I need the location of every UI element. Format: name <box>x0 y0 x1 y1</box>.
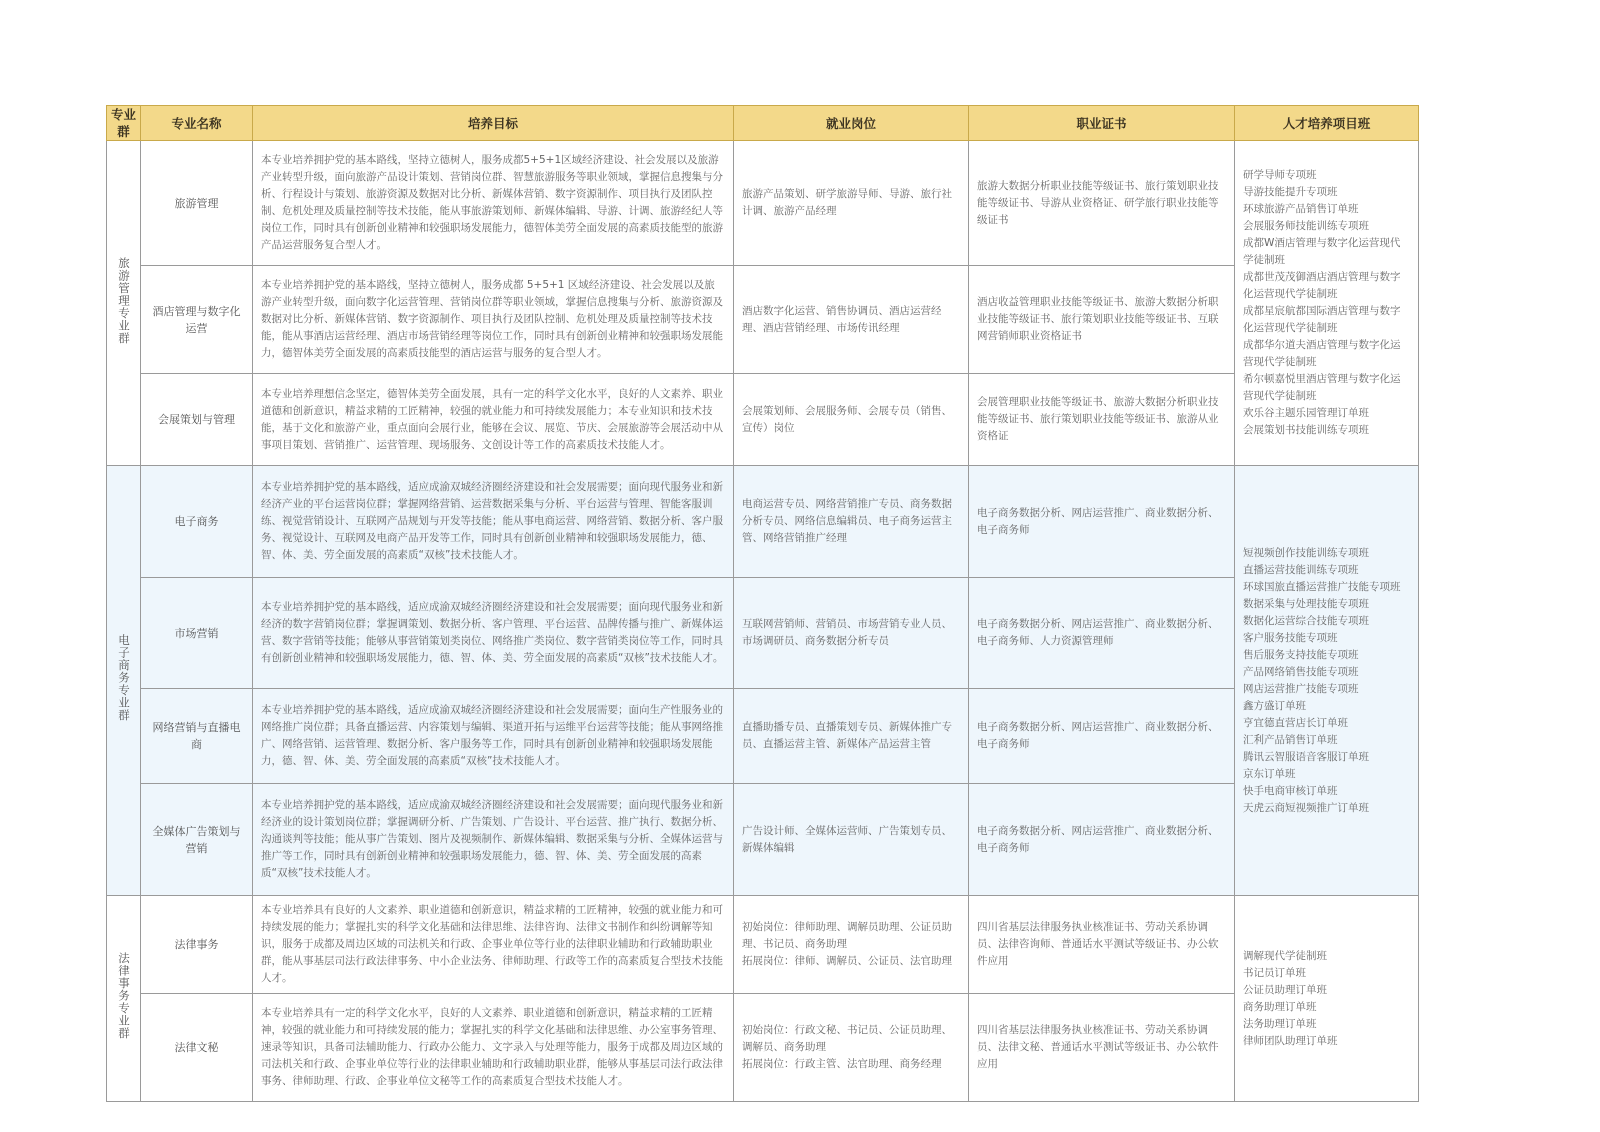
table-row <box>107 689 1419 784</box>
project-class-item: 公证员助理订单班 <box>1243 983 1327 996</box>
training-goal: 本专业培养拥护党的基本路线，坚持立德树人，服务成都5+5+1区域经济建设、社会发展以及旅游产业转型升级，面向旅游产品设计策划、营销岗位群、智慧旅游服务等职业领域，掌握信息搜集与分析、行程设计与策划、旅游资源及数据对比分析、新媒体营销、数字资源制作、项目执行及团队控制、危机处理及质量控制等技术技能，能从事旅游策划师、新媒体编辑、导游、计调、旅游经纪人等岗位工作，同时具有创新创业精神和较强职场发展能力，德智体美劳全面发展的高素质技能型的旅游产品运营服务复合型人才。 <box>253 141 734 266</box>
project-class-item: 法务助理订单班 <box>1243 1017 1317 1030</box>
job-positions <box>734 994 969 1102</box>
project-class-item: 导游技能提升专项班 <box>1243 186 1338 198</box>
table-row <box>107 994 1419 1102</box>
training-goal: 本专业培养拥护党的基本路线，适应成渝双城经济圈经济建设和社会发展需要；面向生产性服务业的网络推广岗位群；具备直播运营、内容策划与编辑、渠道开拓与运维平台运营等技能；能从事网络推广、网络营销、运营管理、数据分析、客户服务等工作，同时具有创新创业精神和较强职场发展能力，德、智、体、美、劳全面发展的高素质“双核”技术技能人才。 <box>253 689 734 784</box>
table-row <box>107 578 1419 689</box>
group-name: 电子商务专业群 <box>117 634 131 722</box>
project-class-item: 汇利产品销售订单班 <box>1243 733 1338 746</box>
project-class-item: 天虎云商短视频推广订单班 <box>1243 801 1369 814</box>
project-class-item: 鑫方盛订单班 <box>1243 699 1306 712</box>
project-classes <box>1235 141 1419 466</box>
job-line: 直播助播专员、直播策划专员、新媒体推广专员、直播运营主管、新媒体产品运营主管 <box>742 721 952 750</box>
job-positions <box>734 784 969 896</box>
job-positions <box>734 896 969 994</box>
group-name: 法律事务专业群 <box>117 952 131 1040</box>
project-class-item: 研学导师专项班 <box>1243 169 1317 181</box>
project-class-item: 会展服务师技能训练专项班 <box>1243 220 1369 232</box>
project-class-item: 希尔顿嘉悦里酒店管理与数字化运营现代学徒制班 <box>1243 373 1401 402</box>
header-certs: 职业证书 <box>969 106 1235 141</box>
project-class-item: 直播运营技能训练专项班 <box>1243 563 1359 576</box>
header-jobs: 就业岗位 <box>734 106 969 141</box>
group-cell <box>107 141 141 466</box>
training-goal: 本专业培养拥护党的基本路线，适应成渝双城经济圈经济建设和社会发展需要；面向现代服务业和新经济的数字营销岗位群；掌握调策划、数据分析、客户管理、平台运营、品牌传播与推广、新媒体运营、数字营销等技能；能够从事营销策划类岗位、网络推广类岗位、数字营销类岗位等工作，同时具有创新创业精神和较强职场发展能力，德、智、体、美、劳全面发展的高素质“双核”技术技能人才。 <box>253 578 734 689</box>
certificates: 电子商务数据分析、网店运营推广、商业数据分析、电子商务师 <box>969 466 1235 578</box>
project-class-item: 成都星宸航都国际酒店管理与数字化运营现代学徒制班 <box>1243 305 1401 334</box>
project-class-item: 亨宜德直营店长订单班 <box>1243 716 1348 729</box>
project-class-item: 成都世茂茂御酒店酒店管理与数字化运营现代学徒制班 <box>1243 271 1401 300</box>
project-class-item: 网店运营推广技能专项班 <box>1243 682 1359 695</box>
certificates: 会展管理职业技能等级证书、旅游大数据分析职业技能等级证书、旅行策划职业技能等级证书、旅游从业资格证 <box>969 374 1235 466</box>
project-class-item: 会展策划书技能训练专项班 <box>1243 424 1369 436</box>
project-class-item: 腾讯云智服语音客服订单班 <box>1243 750 1369 763</box>
job-line: 酒店数字化运营、销售协调员、酒店运营经理、酒店营销经理、市场传讯经理 <box>742 304 942 334</box>
project-class-item: 快手电商审核订单班 <box>1243 784 1338 797</box>
certificates: 电子商务数据分析、网店运营推广、商业数据分析、电子商务师 <box>969 689 1235 784</box>
header-major: 专业名称 <box>141 106 253 141</box>
project-classes <box>1235 896 1419 1102</box>
project-class-item: 律师团队助理订单班 <box>1243 1034 1338 1047</box>
major-name: 法律事务 <box>141 896 253 994</box>
table-row <box>107 266 1419 374</box>
job-positions <box>734 578 969 689</box>
training-goal: 本专业培养拥护党的基本路线，适应成渝双城经济圈经济建设和社会发展需要；面向现代服务业和新经济产业的平台运营岗位群；掌握网络营销、运营数据采集与分析、平台运营与管理、智能客服训练、视觉营销设计、互联网产品规划与开发等技能；能从事电商运营、网络营销、数据分析、客户服务、视觉设计、互联网及电商产品开发等工作，同时具有创新创业精神和较强职场发展能力，德、智、体、美、劳全面发展的高素质“双核”技术技能人才。 <box>253 466 734 578</box>
project-class-item: 产品网络销售技能专项班 <box>1243 665 1359 678</box>
job-line: 拓展岗位：行政主管、法官助理、商务经理 <box>742 1058 942 1070</box>
header-goal: 培养目标 <box>253 106 734 141</box>
major-name: 电子商务 <box>141 466 253 578</box>
project-class-item: 数据化运营综合技能专项班 <box>1243 614 1369 627</box>
project-class-item: 书记员订单班 <box>1243 966 1306 979</box>
project-class-item: 环球旅游产品销售订单班 <box>1243 203 1359 215</box>
training-goal: 本专业培养具有一定的科学文化水平，良好的人文素养、职业道德和创新意识，精益求精的工匠精神，较强的就业能力和可持续发展的能力；掌握扎实的科学文化基础和法律思维、办公室事务管理、速录等知识，具备司法辅助能力、行政办公能力、文字录入与处理等能力，服务于成都及周边区域的司法机关和行政、企事业单位等行业的法律职业辅助和行政辅助职业群，能够从事基层司法行政法律事务、律师助理、行政、企事业单位文秘等工作的高素质复合型技术技能人才。 <box>253 994 734 1102</box>
talent-training-table <box>106 105 1419 1102</box>
project-class-item: 客户服务技能专项班 <box>1243 631 1338 644</box>
job-positions <box>734 374 969 466</box>
job-positions <box>734 466 969 578</box>
certificates: 酒店收益管理职业技能等级证书、旅游大数据分析职业技能等级证书、旅行策划职业技能等级证书、互联网营销师职业资格证书 <box>969 266 1235 374</box>
major-name: 酒店管理与数字化运营 <box>141 266 253 374</box>
table-row <box>107 896 1419 994</box>
job-line: 拓展岗位：律师、调解员、公证员、法官助理 <box>742 955 952 967</box>
project-class-item: 京东订单班 <box>1243 767 1296 780</box>
header-projects: 人才培养项目班 <box>1235 106 1419 141</box>
job-positions <box>734 689 969 784</box>
job-line: 互联网营销师、营销员、市场营销专业人员、市场调研员、商务数据分析专员 <box>742 618 952 647</box>
header-group: 专业群 <box>107 106 141 141</box>
project-class-item: 商务助理订单班 <box>1243 1000 1317 1013</box>
major-name: 全媒体广告策划与营销 <box>141 784 253 896</box>
major-name: 会展策划与管理 <box>141 374 253 466</box>
job-positions <box>734 141 969 266</box>
group-cell <box>107 466 141 896</box>
job-positions <box>734 266 969 374</box>
project-class-item: 成都W酒店管理与数字化运营现代学徒制班 <box>1243 237 1401 266</box>
job-line: 电商运营专员、网络营销推广专员、商务数据分析专员、网络信息编辑员、电子商务运营主管、网络营销推广经理 <box>742 498 952 544</box>
project-class-item: 调解现代学徒制班 <box>1243 949 1327 962</box>
project-class-item: 数据采集与处理技能专项班 <box>1243 597 1369 610</box>
major-name: 法律文秘 <box>141 994 253 1102</box>
training-goal: 本专业培养拥护党的基本路线，适应成渝双城经济圈经济建设和社会发展需要；面向现代服务业和新经济业的设计策划岗位群；掌握调研分析、广告策划、广告设计、平台运营、推广执行、数据分析、沟通谈判等技能；能从事广告策划、图片及视频制作、新媒体编辑、数据采集与分析、全媒体运营与推广等工作，同时具有创新创业精神和较强职场发展能力，德、智、体、美、劳全面发展的高素质“双核”技术技能人才。 <box>253 784 734 896</box>
table-row <box>107 374 1419 466</box>
project-class-item: 成都华尔道夫酒店管理与数字化运营现代学徒制班 <box>1243 339 1401 368</box>
major-name: 旅游管理 <box>141 141 253 266</box>
table-header <box>107 106 1419 141</box>
job-line: 广告设计师、全媒体运营师、广告策划专员、新媒体编辑 <box>742 824 952 854</box>
certificates: 旅游大数据分析职业技能等级证书、旅行策划职业技能等级证书、导游从业资格证、研学旅行职业技能等级证书 <box>969 141 1235 266</box>
project-class-item: 售后服务支持技能专项班 <box>1243 648 1359 661</box>
job-line: 旅游产品策划、研学旅游导师、导游、旅行社计调、旅游产品经理 <box>742 188 952 217</box>
table-row <box>107 784 1419 896</box>
project-class-item: 环球国旅直播运营推广技能专项班 <box>1243 580 1401 593</box>
certificates: 电子商务数据分析、网店运营推广、商业数据分析、电子商务师、人力资源管理师 <box>969 578 1235 689</box>
major-name: 市场营销 <box>141 578 253 689</box>
job-line: 初始岗位：律师助理、调解员助理、公证员助理、书记员、商务助理 <box>742 921 952 950</box>
certificates: 四川省基层法律服务执业核准证书、劳动关系协调员、法律文秘、普通话水平测试等级证书、办公软件应用 <box>969 994 1235 1102</box>
certificates: 电子商务数据分析、网店运营推广、商业数据分析、电子商务师 <box>969 784 1235 896</box>
group-name: 旅游管理专业群 <box>117 256 131 345</box>
training-goal: 本专业培养拥护党的基本路线，坚持立德树人，服务成都 5+5+1 区域经济建设、社会发展以及旅游产业转型升级，面向数字化运营管理、营销岗位群等职业领域，掌握信息搜集与分析、旅游资源及数据对比分析、新媒体营销、数字资源制作、项目执行及团队控制、危机处理及质量控制等技术技能，能从事酒店运营经理、酒店市场营销经理等岗位工作，同时具有创新创业精神和较强职场发展能力，德智体美劳全面发展的高素质技能型的酒店运营与服务的复合型人才。 <box>253 266 734 374</box>
training-goal: 本专业培养理想信念坚定，德智体美劳全面发展，具有一定的科学文化水平，良好的人文素养、职业道德和创新意识，精益求精的工匠精神，较强的就业能力和可持续发展能力；本专业知识和技术技能，基于文化和旅游产业，重点面向会展行业，能够在会议、展览、节庆、会展旅游等会展活动中从事项目策划、营销推广、运营管理、现场服务、文创设计等工作的高素质技术技能人才。 <box>253 374 734 466</box>
job-line: 会展策划师、会展服务师、会展专员（销售、宣传）岗位 <box>742 404 952 434</box>
training-goal: 本专业培养具有良好的人文素养、职业道德和创新意识，精益求精的工匠精神，较强的就业能力和可持续发展的能力；掌握扎实的科学文化基础和法律思维、法律咨询、法律文书制作和纠纷调解等知识，服务于成都及周边区域的司法机关和行政、企事业单位等行业的法律职业辅助和行政辅助职业群，能从事基层司法行政法律事务、中小企业法务、律师助理、行政等工作的高素质复合型技术技能人才。 <box>253 896 734 994</box>
table-row <box>107 141 1419 266</box>
table-row <box>107 466 1419 578</box>
group-cell <box>107 896 141 1102</box>
certificates: 四川省基层法律服务执业核准证书、劳动关系协调员、法律咨询师、普通话水平测试等级证书、办公软件应用 <box>969 896 1235 994</box>
project-class-item: 短视频创作技能训练专项班 <box>1243 546 1369 559</box>
job-line: 初始岗位：行政文秘、书记员、公证员助理、调解员、商务助理 <box>742 1024 952 1053</box>
project-class-item: 欢乐谷主题乐园管理订单班 <box>1243 407 1369 419</box>
project-classes <box>1235 466 1419 896</box>
major-name: 网络营销与直播电商 <box>141 689 253 784</box>
